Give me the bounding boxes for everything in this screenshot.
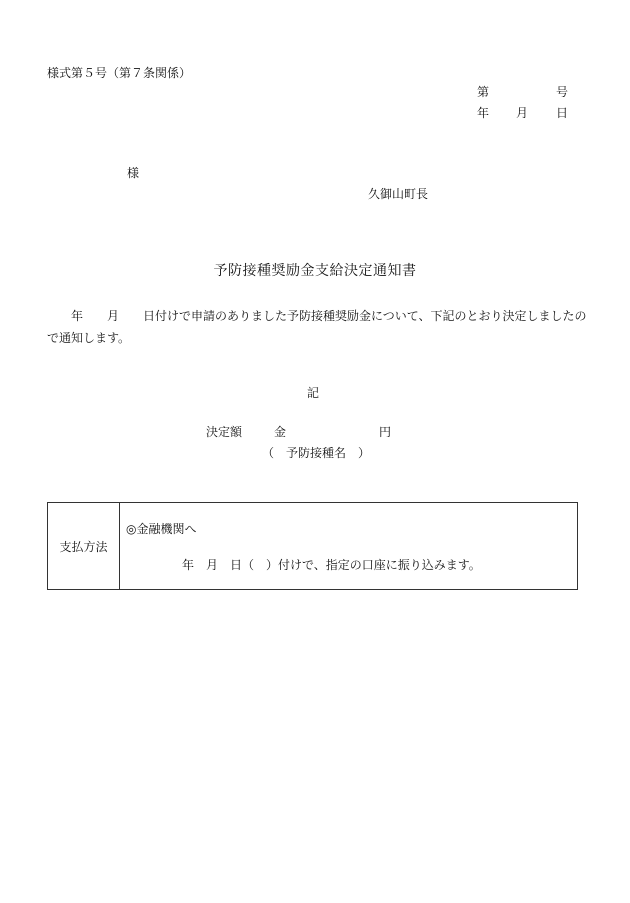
document-number-label: 第 — [477, 85, 490, 99]
payment-method-row — [48, 503, 578, 590]
date-day-label: 日 — [556, 106, 569, 120]
form-number: 様式第５号（第７条関係） — [47, 66, 192, 80]
document-title: 予防接種奨励金支給決定通知書 — [213, 263, 417, 279]
payment-method-label: 支払方法 — [48, 503, 120, 590]
recipient-honorific: 様 — [127, 166, 140, 180]
amount-kin-label: 金 — [274, 425, 287, 439]
payment-method-content — [120, 503, 578, 590]
bank-transfer-heading: ◎金融機関へ — [126, 522, 197, 536]
payment-method-table — [47, 502, 578, 590]
document-number-suffix: 号 — [556, 85, 569, 99]
transfer-date-text: 年 月 日（ ）付けで、指定の口座に振り込みます。 — [182, 558, 481, 572]
date-year-label: 年 — [477, 106, 490, 120]
decision-amount-label: 決定額 — [206, 425, 243, 439]
ki-heading: 記 — [307, 386, 320, 400]
amount-yen-label: 円 — [379, 425, 392, 439]
vaccine-name-line: （ 予防接種名 ） — [262, 446, 371, 460]
date-month-label: 月 — [516, 106, 529, 120]
issuer-name: 久御山町長 — [368, 187, 429, 201]
body-paragraph: 年 月 日付けで申請のありました予防接種奨励金について、下記のとおり決定しましたので通知します。 — [47, 309, 587, 345]
